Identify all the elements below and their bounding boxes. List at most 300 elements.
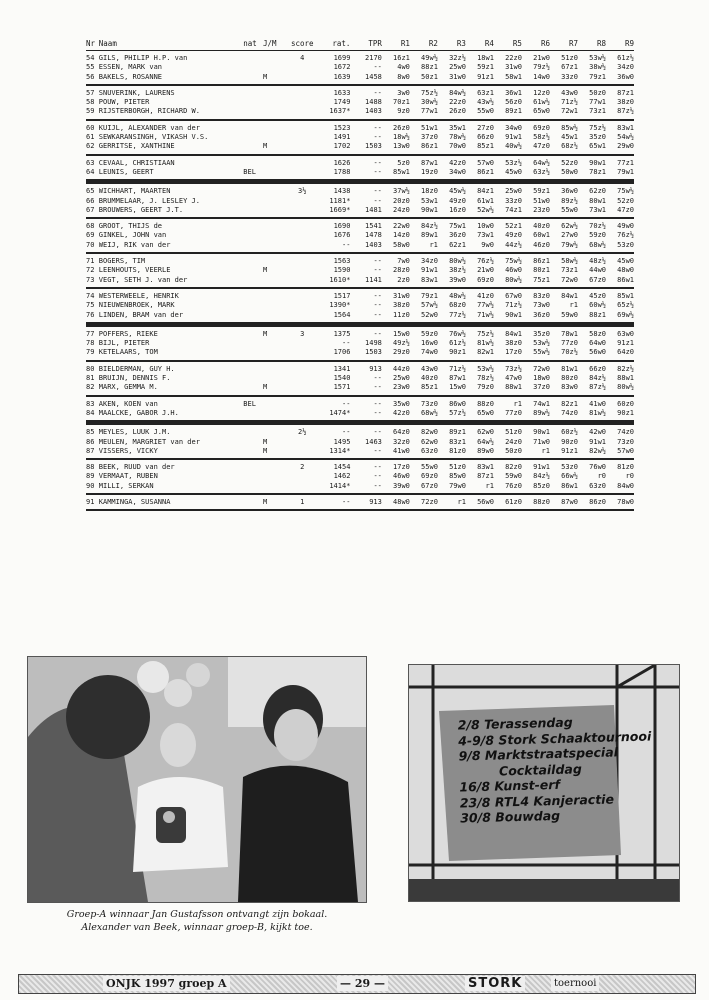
player-number: 59 (86, 107, 95, 116)
player-rating: 1699 (333, 54, 351, 62)
round-result: 88z0 (477, 399, 494, 408)
player-rating: 1571 (333, 383, 351, 392)
round-result: 43w0 (561, 88, 578, 97)
player-nat (243, 292, 263, 301)
round-result: 47w0 (505, 374, 522, 383)
player-rating: -- (341, 339, 351, 348)
round-result: 88z0 (533, 497, 550, 506)
round-result: 85w1 (617, 291, 635, 300)
player-nat (243, 257, 263, 266)
header-round: R9 (624, 39, 635, 48)
table-row (86, 159, 634, 168)
round-result: 85w1 (393, 167, 410, 176)
player-nat (243, 89, 263, 98)
round-result: 64w½ (477, 437, 494, 446)
round-result: 49z½ (393, 339, 410, 348)
round-result: 42z0 (393, 408, 410, 417)
player-tpr: -- (373, 257, 382, 266)
table-row (86, 438, 634, 447)
player-name: POUW, PIETER (98, 98, 150, 107)
round-result: 75z1 (533, 275, 550, 284)
round-result: 89w0 (477, 446, 494, 455)
round-result: 49z0 (505, 231, 522, 240)
table-row (86, 89, 634, 98)
player-rating: 1706 (333, 348, 351, 357)
player-rating: 1523 (333, 123, 351, 132)
player-tpr: 1463 (365, 437, 382, 446)
round-result: 77w1 (421, 107, 438, 116)
player-nat (243, 133, 263, 142)
player-gender (263, 107, 288, 116)
player-rating: 1390* (329, 301, 351, 310)
round-result: 79z1 (589, 72, 606, 81)
player-gender (263, 63, 288, 72)
player-name: MEYLES, LUUK J.M. (98, 428, 171, 437)
round-result: 64w½ (533, 158, 550, 167)
round-result: 56z0 (505, 98, 522, 107)
player-number: 91 (86, 497, 95, 506)
stork-logo: STORK (465, 976, 525, 991)
round-result: 66z0 (477, 133, 494, 142)
round-result: 68z0 (449, 301, 466, 310)
player-tpr: 1478 (365, 231, 382, 240)
player-rating: -- (341, 399, 351, 408)
round-result: 52z0 (561, 158, 578, 167)
round-result: 41w0 (393, 446, 410, 455)
table-row (86, 482, 634, 491)
page-footer (18, 974, 696, 994)
round-result: 82z½ (617, 364, 635, 373)
round-result: r1 (541, 446, 550, 455)
round-result: 65w0 (477, 408, 494, 417)
table-row (86, 241, 634, 250)
player-tpr: -- (373, 196, 382, 205)
player-tpr: -- (373, 472, 382, 481)
round-result: 76w0 (589, 463, 606, 472)
player-tpr: 1541 (365, 222, 382, 231)
table-row (86, 374, 634, 383)
player-tpr: -- (373, 123, 382, 132)
score-group (86, 422, 634, 460)
round-result: 66z0 (589, 364, 606, 373)
round-result: 43w0 (421, 364, 438, 373)
table-row (86, 311, 634, 320)
score-group (86, 397, 634, 423)
player-name: VISSERS, VICKY (98, 446, 158, 455)
award-photo (27, 656, 367, 903)
round-result: 84z1 (477, 187, 494, 196)
round-result: 63w0 (617, 329, 635, 338)
banner-text (458, 712, 654, 826)
round-result: r0 (597, 472, 606, 481)
player-name: LINDEN, BRAM van der (98, 310, 184, 319)
round-result: r1 (513, 399, 522, 408)
round-result: 67z0 (421, 481, 438, 490)
round-result: 74w0 (421, 348, 438, 357)
score-group (86, 181, 634, 219)
player-tpr: 2170 (365, 54, 382, 62)
header-nr: Nr (86, 39, 96, 48)
round-result: 36z0 (449, 231, 466, 240)
player-gender (263, 159, 288, 168)
score-group (86, 156, 634, 182)
banner-line: 4-9/8 Stork Schaaktournooi (458, 727, 652, 749)
round-result: 8w0 (397, 72, 410, 81)
player-name: AKEN, KOEN van (98, 399, 158, 408)
table-row (86, 348, 634, 357)
player-nat (243, 498, 263, 507)
score-group (86, 324, 634, 362)
player-number: 55 (86, 63, 95, 72)
round-result: 78w½ (449, 133, 466, 142)
round-result: 24z0 (393, 205, 410, 214)
player-number: 73 (86, 275, 95, 284)
round-result: 19z0 (421, 167, 438, 176)
player-number: 74 (86, 291, 95, 300)
player-score (288, 63, 317, 72)
round-result: 36w0 (561, 187, 578, 196)
table-row (86, 447, 634, 456)
round-result: 56w0 (589, 348, 606, 357)
table-row (86, 266, 634, 275)
table-row (86, 197, 634, 206)
player-score: 3 (300, 329, 305, 338)
round-result: 55w0 (421, 463, 438, 472)
round-result: 53w1 (421, 196, 438, 205)
player-score (288, 301, 317, 310)
player-rating: 1474* (329, 408, 351, 417)
round-result: 68z½ (561, 142, 578, 151)
player-nat (243, 98, 263, 107)
player-gender (263, 374, 288, 383)
round-result: 59z0 (589, 231, 606, 240)
player-score: 1 (300, 497, 305, 506)
player-gender (263, 339, 288, 348)
player-gender: M (262, 329, 268, 338)
player-rating: 1564 (333, 310, 351, 319)
player-name: KAMMINGA, SUSANNA (98, 497, 171, 506)
round-result: 7w0 (397, 257, 410, 266)
player-tpr: 1481 (365, 205, 382, 214)
banner-line: 30/8 Bouwdag (460, 807, 561, 826)
player-tpr: 1458 (365, 72, 382, 81)
banner-line: 16/8 Kunst-erf (459, 776, 561, 795)
player-nat (243, 409, 263, 418)
round-result: 33z0 (561, 72, 578, 81)
round-result: 80z0 (561, 374, 578, 383)
player-rating: 1462 (333, 472, 351, 481)
round-result: 88w1 (505, 383, 522, 392)
round-result: 83w1 (617, 123, 635, 132)
round-result: 65w1 (589, 142, 606, 151)
round-result: 16z1 (393, 54, 410, 62)
round-result: 26z0 (449, 107, 466, 116)
player-tpr: -- (373, 428, 382, 437)
round-result: 61z0 (505, 497, 522, 506)
round-result: 50z1 (421, 72, 438, 81)
round-result: 81w½ (589, 408, 606, 417)
round-result: 85w½ (561, 123, 578, 132)
round-result: 29w0 (617, 142, 635, 151)
round-result: 76w½ (449, 329, 466, 338)
player-number: 63 (86, 158, 95, 167)
round-result: 27z0 (477, 123, 494, 132)
round-result: 48z½ (589, 257, 606, 266)
round-result: 61w½ (533, 98, 550, 107)
round-result: 23z0 (533, 205, 550, 214)
player-number: 70 (86, 240, 95, 249)
round-result: 25w0 (505, 187, 522, 196)
player-rating: 1788 (333, 167, 351, 176)
player-nat (243, 472, 263, 481)
round-result: 48w½ (449, 291, 466, 300)
player-score (288, 142, 317, 151)
round-result: 80w½ (449, 257, 466, 266)
player-nat (243, 241, 263, 250)
table-row (86, 231, 634, 240)
player-nat (243, 266, 263, 275)
player-rating: 1438 (333, 187, 351, 196)
player-name: GINKEL, JOHN van (98, 231, 167, 240)
round-result: 44w0 (589, 266, 606, 275)
table-body (86, 51, 634, 511)
footer-tournament: toernooi (551, 976, 599, 991)
round-result: 71z½ (505, 301, 522, 310)
round-result: r1 (457, 497, 466, 506)
player-rating: 1341 (333, 364, 351, 373)
round-result: 42z0 (449, 158, 466, 167)
player-score (288, 89, 317, 98)
table-row (86, 472, 634, 481)
player-nat (243, 365, 263, 374)
player-gender (263, 168, 288, 177)
round-result: 51z0 (449, 463, 466, 472)
round-result: 54w½ (617, 133, 635, 142)
player-name: BIELDERMAN, GUY H. (98, 364, 175, 373)
player-rating: 1414* (329, 481, 351, 490)
round-result: 83z0 (533, 291, 550, 300)
round-result: 82w½ (589, 446, 606, 455)
round-result: 90z1 (617, 408, 635, 417)
round-result: 77z½ (449, 310, 466, 319)
player-tpr: -- (373, 383, 382, 392)
player-nat (243, 206, 263, 215)
round-result: 79z1 (421, 291, 438, 300)
round-result: 80w½ (505, 275, 522, 284)
player-gender (263, 311, 288, 320)
score-group (86, 254, 634, 289)
player-name: WESTERWEELE, HENRIK (98, 291, 179, 300)
round-result: 79z½ (533, 63, 550, 72)
header-name: Naam (98, 39, 117, 48)
player-number: 88 (86, 463, 95, 472)
player-rating: 1702 (333, 142, 351, 151)
player-score (288, 311, 317, 320)
round-result: 18w½ (393, 133, 410, 142)
round-result: 13w0 (393, 142, 410, 151)
round-result: 49w0 (617, 222, 635, 231)
player-score (288, 133, 317, 142)
round-result: r1 (569, 301, 578, 310)
player-gender (263, 400, 288, 409)
player-number: 62 (86, 142, 95, 151)
round-result: 60z½ (561, 428, 578, 437)
player-rating: 1676 (333, 231, 351, 240)
round-result: 12z0 (533, 88, 550, 97)
round-result: r1 (485, 481, 494, 490)
player-name: SNUVERINK, LAURENS (98, 88, 175, 97)
player-nat (243, 348, 263, 357)
round-result: 86z1 (477, 167, 494, 176)
player-rating: 1491 (333, 133, 351, 142)
player-gender: M (262, 142, 268, 151)
round-result: 90w1 (421, 205, 438, 214)
round-result: 38w½ (589, 63, 606, 72)
round-result: 71z½ (449, 364, 466, 373)
round-result: 84w1 (561, 291, 578, 300)
round-result: 79w1 (617, 167, 635, 176)
player-number: 58 (86, 98, 95, 107)
round-result: 52z1 (505, 222, 522, 231)
round-result: 79z0 (477, 383, 494, 392)
round-result: 22w0 (393, 222, 410, 231)
round-result: 37z0 (421, 133, 438, 142)
round-result: 34w0 (449, 167, 466, 176)
round-result: 64z0 (393, 428, 410, 437)
player-tpr: -- (373, 374, 382, 383)
round-result: 53z0 (617, 240, 635, 249)
round-result: 48w0 (617, 266, 635, 275)
round-result: 57w½ (421, 301, 438, 310)
round-result: 35z0 (589, 133, 606, 142)
round-result: 81z0 (617, 463, 635, 472)
round-result: 62w0 (477, 428, 494, 437)
round-result: 71w0 (533, 437, 550, 446)
player-gender (263, 472, 288, 481)
table-row (86, 168, 634, 177)
player-name: CEVAAL, CHRISTIAAN (98, 158, 175, 167)
round-result: 17z0 (505, 348, 522, 357)
round-result: 32z½ (449, 54, 466, 62)
round-result: 85w0 (449, 472, 466, 481)
round-result: 86z1 (421, 142, 438, 151)
round-result: 85z1 (421, 383, 438, 392)
player-name: GROOT, THIJS de (98, 222, 162, 231)
round-result: 36w1 (505, 88, 522, 97)
round-result: 77w½ (477, 301, 494, 310)
header-round: R4 (484, 39, 494, 48)
player-score (288, 447, 317, 456)
player-tpr: -- (373, 63, 382, 72)
round-result: 59z0 (421, 329, 438, 338)
round-result: 75z½ (421, 88, 438, 97)
player-score (288, 438, 317, 447)
player-rating: 1672 (333, 63, 351, 72)
round-result: 73w1 (589, 205, 606, 214)
round-result: 53z0 (561, 463, 578, 472)
round-result: 80z1 (533, 266, 550, 275)
player-gender (263, 428, 288, 437)
round-result: 52w0 (421, 310, 438, 319)
player-name: BIJL, PIETER (98, 339, 150, 348)
round-result: 38z0 (393, 301, 410, 310)
round-result: 88z1 (589, 310, 606, 319)
header-rating: rat. (332, 39, 351, 48)
player-score (288, 472, 317, 481)
round-result: 60z0 (617, 399, 635, 408)
player-score (288, 374, 317, 383)
player-nat (243, 482, 263, 491)
player-nat (243, 222, 263, 231)
score-group (86, 219, 634, 254)
player-nat (243, 197, 263, 206)
player-name: BOGERS, TIM (98, 257, 146, 266)
round-result: 14w0 (533, 72, 550, 81)
player-gender: M (262, 446, 268, 455)
round-result: 90z1 (449, 348, 466, 357)
banner-line: 2/8 Terassendag (457, 714, 573, 733)
player-nat (243, 311, 263, 320)
player-tpr: -- (373, 446, 382, 455)
player-tpr: 1403 (365, 107, 382, 116)
footer-event: ONJK 1997 groep A (103, 976, 230, 991)
player-tpr: -- (373, 329, 382, 338)
player-gender (263, 482, 288, 491)
round-result: 3w0 (397, 88, 410, 97)
player-gender (263, 133, 288, 142)
player-tpr: -- (373, 301, 382, 310)
round-result: 91w1 (589, 437, 606, 446)
round-result: 51w0 (533, 196, 550, 205)
round-result: 51z0 (561, 54, 578, 62)
score-group (86, 51, 634, 86)
round-result: 86z1 (533, 257, 550, 266)
player-tpr: -- (373, 187, 382, 196)
player-rating: -- (341, 240, 351, 249)
round-result: 36z0 (533, 310, 550, 319)
banner-line: 23/8 RTL4 Kanjeractie (459, 790, 615, 811)
table-row (86, 292, 634, 301)
player-score (288, 124, 317, 133)
player-rating: 1495 (333, 437, 351, 446)
round-result: 37w½ (393, 187, 410, 196)
round-result: 78z1 (589, 167, 606, 176)
player-score (288, 206, 317, 215)
round-result: 43w½ (477, 98, 494, 107)
round-result: 89z1 (505, 107, 522, 116)
round-result: 76z0 (505, 481, 522, 490)
round-result: 9w0 (481, 240, 494, 249)
player-gender (263, 89, 288, 98)
table-row (86, 63, 634, 72)
round-result: r1 (429, 240, 438, 249)
player-tpr: 1503 (365, 348, 382, 357)
player-rating: -- (341, 497, 351, 506)
round-result: 90w1 (589, 158, 606, 167)
round-result: 4w0 (397, 63, 410, 72)
player-gender (263, 348, 288, 357)
round-result: 82w0 (421, 428, 438, 437)
player-gender: M (262, 383, 268, 392)
player-name: NIEUWENBROEK, MARK (98, 301, 175, 310)
round-result: 60w1 (533, 231, 550, 240)
header-round: R3 (456, 39, 466, 48)
player-tpr: -- (373, 310, 382, 319)
player-gender (263, 365, 288, 374)
player-number: 77 (86, 329, 95, 338)
player-name: MEULEN, MARGRIET van der (98, 437, 200, 446)
round-result: 27w0 (561, 231, 578, 240)
